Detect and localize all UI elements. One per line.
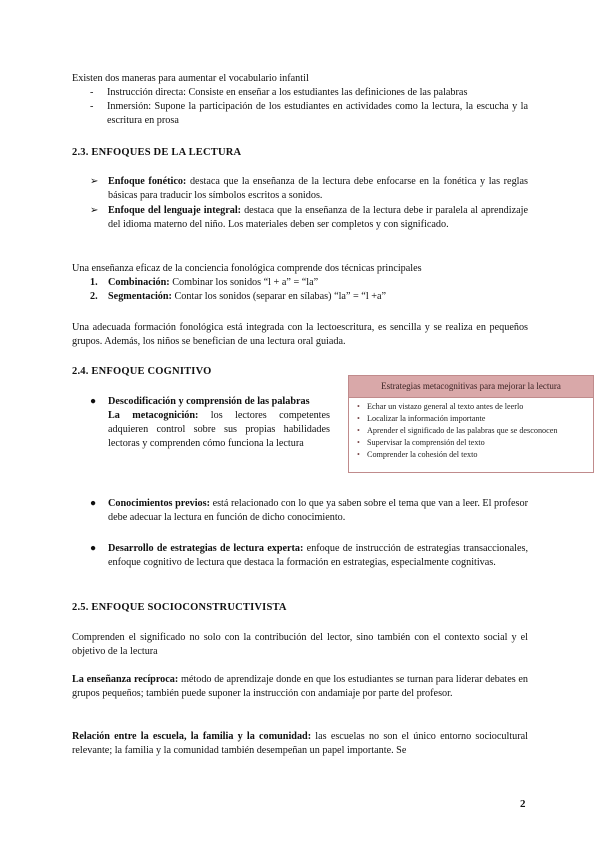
cognitive-list-1 [90, 395, 330, 451]
list-item: • Comprender la cohesión del texto [357, 450, 478, 459]
list-item: 2. Segmentación: Contar los sonidos (separar en sílabas) “la” = “l +a” [90, 291, 386, 302]
section-heading-2-5: 2.5. ENFOQUE SOCIOCONSTRUCTIVISTA [72, 602, 287, 613]
intro-text: Existen dos maneras para aumentar el vocabulario infantil [72, 73, 309, 84]
section-heading-2-4: 2.4. ENFOQUE COGNITIVO [72, 366, 212, 377]
page-number: 2 [520, 798, 526, 810]
bullet-icon: ● [90, 396, 97, 407]
list-item: - Inmersión: Supone la participación de los estudiantes en actividades como la lectura, la escucha y la escritura en prosa [90, 101, 528, 126]
paragraph: Comprenden el significado no solo con la contribución del lector, sino también con el contexto social y el objetivo de la lectura [72, 632, 528, 657]
techniques-list [90, 276, 528, 304]
list-item: ● Descodificación y comprensión de las palabras La metacognición: los lectores competentes adquieren control sobre sus propias habilidades lectoras y comprenden cómo funciona la lectura [90, 396, 331, 449]
list-item: ➢ Enfoque del lenguaje integral: destaca que la enseñanza de la lectura debe ir paralela al aprendizaje del idioma materno del niño. Los materiales deben ser completos y con significado. [90, 205, 528, 230]
paragraph: Relación entre la escuela, la familia y la comunidad: las escuelas no son el único entorno sociocultural relevante; la familia y la comunidad también desempeñan un papel importante. Se [72, 731, 528, 756]
cognitive-list-2 [90, 497, 528, 525]
arrow-bullet-icon: ➢ [90, 176, 99, 187]
intro-list [90, 86, 528, 128]
list-item: ● Desarrollo de estrategias de lectura experta: enfoque de instrucción de estrategias transaccionales, enfoque cognitivo de lectura que destaca la formación en estrategias, especialmente cognitivas. [90, 543, 528, 568]
list-item: • Localizar la información importante [357, 414, 486, 423]
list-item: ➢ Enfoque fonético: destaca que la enseñanza de la lectura debe enfocarse en la fonética y las reglas básicas para traducir los símbolos escritos a sonidos. [90, 176, 528, 201]
cognitive-list-3 [90, 542, 528, 570]
strategies-list [349, 398, 593, 461]
section-heading-2-3: 2.3. ENFOQUES DE LA LECTURA [72, 147, 242, 158]
list-item: - Instrucción directa: Consiste en enseñar a los estudiantes las definiciones de las palabras [90, 87, 468, 98]
paragraph: La enseñanza recíproca: método de aprendizaje donde en que los estudiantes se turnan para liderar debates en grupos pequeños; también puede suponer la instrucción con andamiaje por parte del profesor. [72, 674, 529, 699]
paragraph: Una adecuada formación fonológica está integrada con la lectoescritura, es sencilla y se realiza en pequeños grupos. Además, los niños se benefician de una lectura oral guiada. [72, 322, 528, 347]
list-item: ● Conocimientos previos: está relacionado con lo que ya saben sobre el tema que van a leer. El profesor debe adecuar la lectura en función de dicho conocimiento. [90, 498, 529, 523]
strategies-box [348, 375, 594, 473]
bullet-icon: ● [90, 498, 97, 509]
list-item: 1. Combinación: Combinar los sonidos “l + a” = “la” [90, 277, 319, 288]
strategies-box-title: Estrategias metacognitivas para mejorar la lectura [349, 376, 593, 398]
arrow-bullet-icon: ➢ [90, 205, 99, 216]
bullet-icon: ● [90, 543, 97, 554]
list-item: • Echar un vistazo general al texto antes de leerlo [357, 402, 524, 411]
list-item: • Aprender el significado de las palabras que se desconocen [357, 426, 558, 435]
paragraph: Una enseñanza eficaz de la conciencia fonológica comprende dos técnicas principales [72, 263, 422, 274]
approaches-list [90, 175, 528, 233]
list-item: • Supervisar la comprensión del texto [357, 438, 485, 447]
